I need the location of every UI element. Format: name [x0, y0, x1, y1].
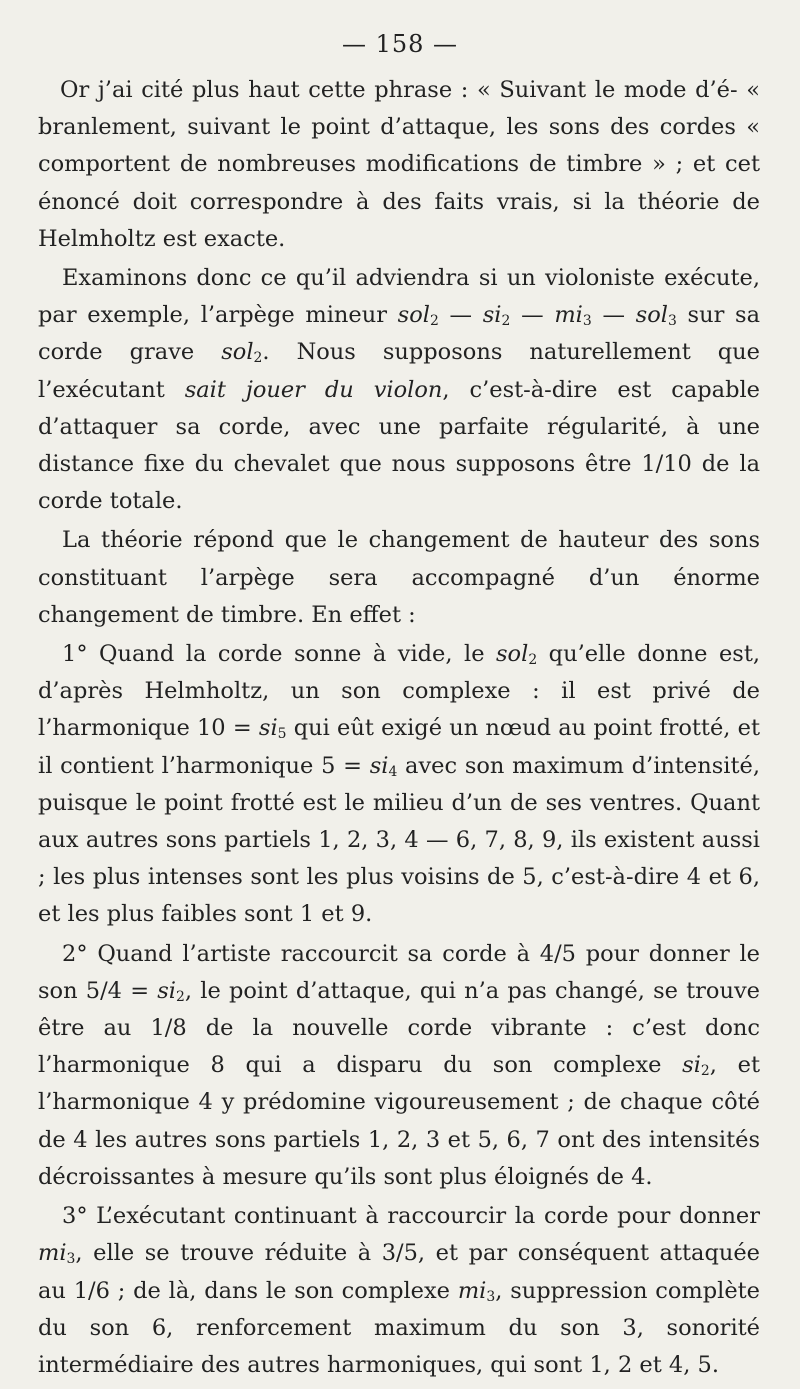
text-run: avec son maximum d’intensité, puisque le point frotté est le milieu d’un de ses ventres. Quant aux autres sons partiels 1, 2, 3, 4 — 6, 7, 8, 9, ils existent aussi ; les plus intenses sont les plus voisins de 5, c’est-à-dire 4 et 6, et les plus faibles sont 1 et 9. — [38, 752, 760, 928]
subscript: 5 — [277, 726, 287, 743]
paragraph — [38, 1198, 760, 1384]
body-text — [38, 72, 760, 1386]
text-run: qu’elle donne est, d’après Helmholtz, un son complexe : il est privé de l’harmonique 10 = — [38, 641, 761, 742]
subscript: 2 — [176, 988, 185, 1005]
subscript: 2 — [700, 1063, 710, 1080]
italic-text: mi — [38, 1240, 67, 1267]
subscript: 4 — [388, 763, 398, 780]
text-run: , c’est-à-dire est capable d’attaquer sa corde, avec une parfaite régularité, à une distance fixe du chevalet que nous supposons être 1/10 de la corde totale. — [38, 376, 760, 515]
subscript: 2 — [501, 313, 511, 329]
text-run: — — [438, 302, 483, 329]
paragraph — [38, 936, 760, 1196]
text-run: 3° L’exécutant continuant à raccourcir la corde pour donner — [62, 1203, 760, 1230]
text-run: sur sa corde grave — [38, 302, 760, 366]
italic-text: si — [482, 302, 502, 329]
paragraph — [38, 636, 760, 934]
subscript: 2 — [429, 313, 439, 329]
italic-text: mi — [457, 1277, 487, 1304]
italic-text: sol — [496, 641, 529, 668]
paragraph — [38, 260, 760, 520]
italic-text: sol — [221, 339, 254, 366]
text-run: La théorie répond que le changement de hauteur des sons constituant l’arpège sera accompagné d’un énorme changement de timbre. En effet : — [38, 527, 760, 628]
text-run: Examinons donc ce qu’il adviendra si un violoniste exécute, par exemple, l’arpège mineur — [38, 265, 760, 329]
italic-text: sait jouer du violon — [184, 376, 443, 403]
text-run: , suppression complète du son 6, renforcement maximum du son 3, sonorité intermédiaire des autres harmoniques, qui sont 1, 2 et 4, 5. — [38, 1277, 760, 1378]
text-run: — — [591, 302, 636, 329]
italic-text: sol — [635, 302, 668, 329]
italic-text: sol — [397, 302, 430, 329]
text-run: , le point d’attaque, qui n’a pas changé, se trouve être au 1/8 de la nouvelle corde vibrante : c’est donc l’harmonique 8 qui a disparu du son complexe — [38, 977, 760, 1079]
subscript: 3 — [582, 313, 592, 329]
text-run: , elle se trouve réduite à 3/5, et par conséquent attaquée au 1/6 ; de là, dans le son complexe — [38, 1240, 760, 1304]
paragraph — [38, 522, 760, 634]
text-run: , et l’harmonique 4 y prédomine vigoureusement ; de chaque côté de 4 les autres sons partiels 1, 2, 3 et 5, 6, 7 ont des intensités décroissantes à mesure qu’ils sont plus éloignés de 4. — [38, 1052, 760, 1190]
italic-text: mi — [554, 302, 583, 329]
italic-text: si — [682, 1052, 701, 1079]
subscript: 3 — [667, 313, 677, 329]
text-run: 1° Quand la corde sonne à vide, le — [62, 641, 497, 668]
text-run: . Nous supposons naturellement que l’exécutant — [38, 339, 760, 403]
paragraph — [38, 72, 760, 258]
subscript: 3 — [486, 1288, 496, 1305]
subscript: 3 — [66, 1251, 76, 1268]
text-run: — — [510, 302, 555, 329]
italic-text: si — [369, 752, 389, 779]
italic-text: si — [258, 715, 278, 742]
page-number: — 158 — — [341, 30, 459, 58]
text-run: qui eût exigé un nœud au point frotté, et il contient l’harmonique 5 = — [38, 715, 760, 779]
text-run: 2° Quand l’artiste raccourcit sa corde à 4/5 pour donner le son 5/4 = — [38, 940, 760, 1004]
text-run: Or j’ai cité plus haut cette phrase : « Suivant le mode d’é- « branlement, suivant le point d’attaque, les sons des cordes « comportent de nombreuses modifications de timbre » ; et cet énoncé doit correspondre à des faits vrais, si la théorie de Helmholtz est exacte. — [38, 77, 760, 252]
subscript: 2 — [253, 350, 263, 367]
italic-text: si — [157, 977, 177, 1004]
subscript: 2 — [528, 651, 538, 668]
